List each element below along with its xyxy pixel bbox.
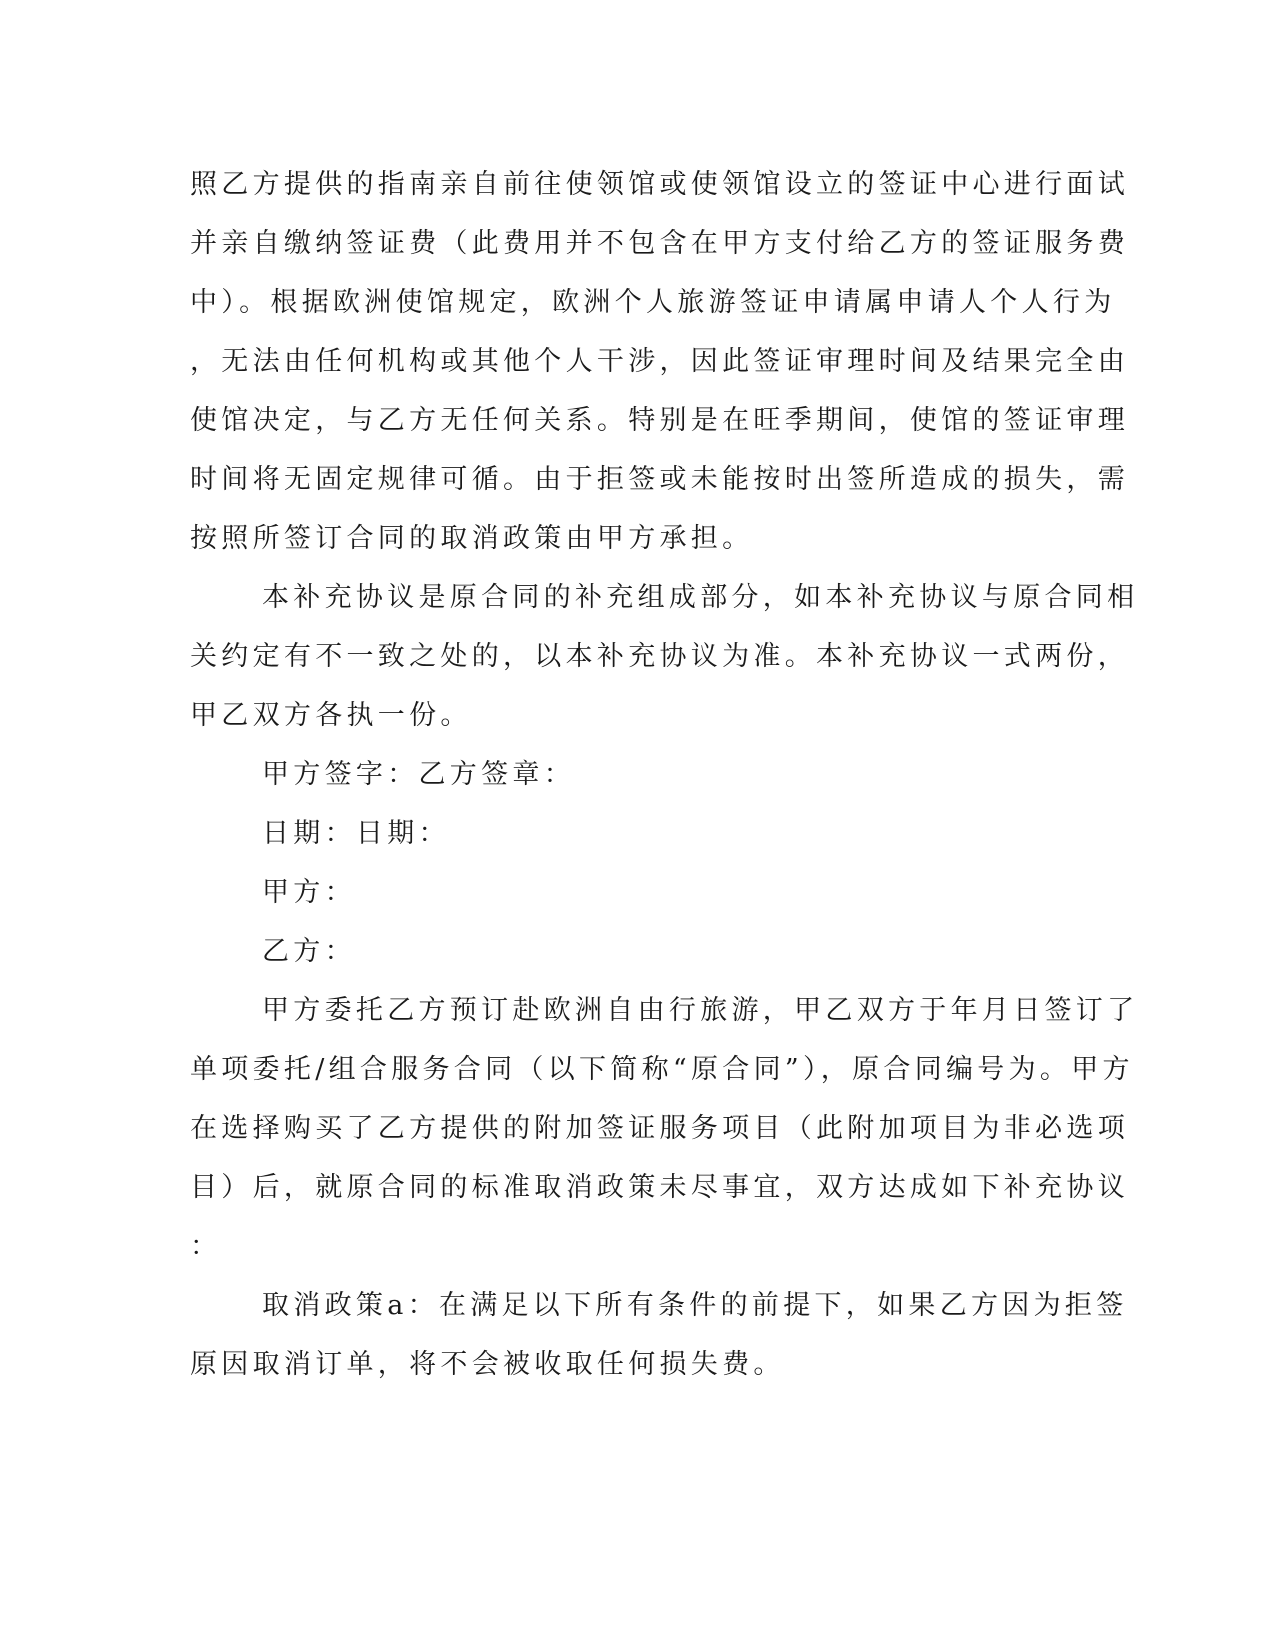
paragraph-line: 按照所签订合同的取消政策由甲方承担。: [190, 523, 754, 554]
paragraph-line: 取消政策a：在满足以下所有条件的前提下，如果乙方因为拒签: [262, 1290, 1128, 1321]
paragraph-line: 中）。根据欧洲使馆规定，欧洲个人旅游签证申请属申请人个人行为: [190, 287, 1116, 318]
party-b-line: 乙方：: [262, 936, 356, 967]
party-a-line: 甲方：: [262, 877, 356, 908]
paragraph-line: 关约定有不一致之处的，以本补充协议为准。本补充协议一式两份，: [190, 641, 1129, 672]
paragraph-line: 原因取消订单，将不会被收取任何损失费。: [190, 1349, 785, 1380]
paragraph-line: 在选择购买了乙方提供的附加签证服务项目（此附加项目为非必选项: [190, 1113, 1129, 1144]
paragraph-line: 单项委托/组合服务合同（以下简称“原合同”），原合同编号为。甲方: [190, 1054, 1134, 1085]
paragraph-line: 甲乙双方各执一份。: [190, 700, 472, 731]
paragraph-line: 并亲自缴纳签证费（此费用并不包含在甲方支付给乙方的签证服务费: [190, 228, 1129, 259]
paragraph-line: 照乙方提供的指南亲自前往使领馆或使领馆设立的签证中心进行面试: [190, 169, 1129, 200]
paragraph-line: 目）后，就原合同的标准取消政策未尽事宜，双方达成如下补充协议: [190, 1172, 1129, 1203]
paragraph-line: 时间将无固定规律可循。由于拒签或未能按时出签所造成的损失，需: [190, 464, 1129, 495]
paragraph-line: 本补充协议是原合同的补充组成部分，如本补充协议与原合同相: [262, 582, 1139, 613]
date-line: 日期：日期：: [262, 818, 450, 849]
paragraph-line: 甲方委托乙方预订赴欧洲自由行旅游，甲乙双方于年月日签订了: [262, 995, 1139, 1026]
signature-line: 甲方签字：乙方签章：: [262, 759, 575, 790]
paragraph-line: 使馆决定，与乙方无任何关系。特别是在旺季期间，使馆的签证审理: [190, 405, 1129, 436]
paragraph-line: ：: [190, 1231, 222, 1262]
paragraph-line: ，无法由任何机构或其他个人干涉，因此签证审理时间及结果完全由: [190, 346, 1129, 377]
